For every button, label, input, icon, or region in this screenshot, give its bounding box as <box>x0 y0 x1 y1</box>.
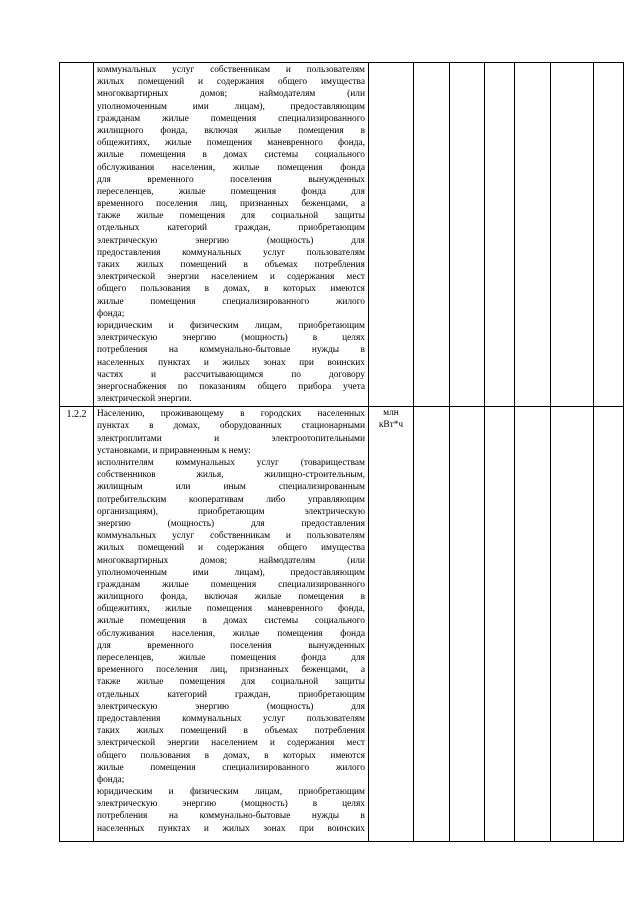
text-line: установками, и приравненным к нему: <box>97 445 251 456</box>
text-line: собственников жилья, жилищно-строительным, <box>97 470 365 481</box>
text-line: фонда; <box>97 774 125 785</box>
text-line: переселенцев, жилые помещения фонда для <box>97 653 365 663</box>
text-line: организациям), приобретающим электрическую <box>97 506 365 517</box>
text-line: для временного поселения вынужденных <box>97 640 365 651</box>
text-line: потребительским кооперативам либо управляющим <box>97 494 365 505</box>
unit-line: кВт*ч <box>378 419 404 430</box>
row-number <box>60 63 94 407</box>
text-line: жилищного фонда, включая жилые помещения в <box>97 125 365 136</box>
text-line: юридическим и физическим лицам, приобретающим <box>97 787 365 798</box>
text-line: электроплитами и электроотопительными <box>97 433 365 444</box>
text-line: многоквартирных домов; наймодателям (или <box>97 89 365 100</box>
value-cell <box>414 63 450 407</box>
value-cell <box>515 63 551 407</box>
text-line: временного поселения лиц, признанных беженцами, а <box>97 199 365 210</box>
row-number: 1.2.2 <box>60 407 94 842</box>
text-line: гражданам жилые помещения специализированного <box>97 113 365 124</box>
text-line: отдельных категорий граждан, приобретающим <box>97 689 365 700</box>
text-line: электрическую энергию (мощность) в целях <box>97 799 365 810</box>
value-cell <box>551 63 594 407</box>
text-line: также жилые помещения для социальной защиты <box>97 677 365 688</box>
text-line: уполномоченным ими лицам), предоставляющим <box>97 101 365 112</box>
text-line: общежитиях, жилые помещения маневренного фонда, <box>97 138 365 149</box>
text-line: предоставления коммунальных услуг пользователям <box>97 713 365 724</box>
text-line: фонда; <box>97 308 125 319</box>
text-line: общежитиях, жилые помещения маневренного фонда, <box>97 604 365 615</box>
text-line: коммунальных услуг собственникам и пользователям <box>97 65 365 75</box>
text-line: жилых помещений и содержания общего имущества <box>97 543 365 554</box>
text-line: электрическую энергию (мощность) для <box>97 235 365 246</box>
value-cell <box>450 63 485 407</box>
unit-cell <box>369 63 414 407</box>
text-line: жилых помещений и содержания общего имущества <box>97 77 365 88</box>
text-line: уполномоченным ими лицам), предоставляющим <box>97 567 365 578</box>
table-row <box>60 407 624 842</box>
text-line: гражданам жилые помещения специализированного <box>97 579 365 590</box>
text-line: таких жилых помещений в объемах потребления <box>97 260 365 270</box>
text-line: жилые помещения в домах системы социального <box>97 616 365 627</box>
value-cell <box>485 63 515 407</box>
value-cell <box>594 63 624 407</box>
text-line: отдельных категорий граждан, приобретающим <box>97 223 365 234</box>
text-line: потребления на коммунально-бытовые нужды в <box>97 345 365 356</box>
value-cell <box>450 407 485 842</box>
text-line: общего пользования в домах, в которых имеются <box>97 750 365 761</box>
tariff-table <box>59 62 624 842</box>
text-line: потребления на коммунально-бытовые нужды в <box>97 811 365 822</box>
text-line: жилищного фонда, включая жилые помещения в <box>97 592 365 603</box>
text-line: таких жилых помещений в объемах потребления <box>97 726 365 737</box>
text-line: электрической энергии населением и содержания мест <box>97 738 365 749</box>
text-line: юридическим и физическим лицам, приобретающим <box>97 320 365 331</box>
text-line: переселенцев, жилые помещения фонда для <box>97 186 365 197</box>
text-line: жилые помещения в домах системы социального <box>97 150 365 161</box>
text-line: энергоснабжения по показаниям общего прибора учета <box>97 381 365 392</box>
table-row <box>60 63 624 407</box>
text-line: населенных пунктах и жилых зонах при воинских <box>97 357 365 368</box>
unit-cell <box>369 407 414 842</box>
text-line: жилые помещения специализированного жилого <box>97 762 365 773</box>
value-cell <box>594 407 624 842</box>
text-line: многоквартирных домов; наймодателям (или <box>97 555 365 566</box>
text-line: обслуживания населения, жилые помещения фонда <box>97 628 365 639</box>
text-line: коммунальных услуг собственникам и пользователям <box>97 531 365 542</box>
text-line: временного поселения лиц, признанных беженцами, а <box>97 665 365 676</box>
value-cell <box>414 407 450 842</box>
text-line: частях и рассчитывающимся по договору <box>97 369 365 380</box>
text-line: также жилые помещения для социальной защиты <box>97 211 365 222</box>
text-line: электрическую энергию (мощность) для <box>97 701 365 712</box>
text-line: Населению, проживающему в городских населенных <box>97 409 365 420</box>
row-description <box>94 63 369 407</box>
text-line: жилищным или иным специализированным <box>97 482 365 493</box>
text-line: электрическую энергию (мощность) в целях <box>97 333 365 344</box>
text-line: электрической энергии. <box>97 394 192 405</box>
text-line: пунктах в домах, оборудованных стационарными <box>97 421 365 432</box>
text-line: электрической энергии населением и содержания мест <box>97 272 365 283</box>
unit-line: млн <box>383 408 399 419</box>
text-line: исполнителям коммунальных услуг (товариществам <box>97 458 365 468</box>
text-line: населенных пунктах и жилых зонах при воинских <box>97 823 365 834</box>
text-line: для временного поселения вынужденных <box>97 174 365 185</box>
text-line: общего пользования в домах, в которых имеются <box>97 284 365 295</box>
value-cell <box>515 407 551 842</box>
value-cell <box>485 407 515 842</box>
row-description <box>94 407 369 842</box>
text-line: энергию (мощность) для предоставления <box>97 518 365 529</box>
value-cell <box>551 407 594 842</box>
text-line: предоставления коммунальных услуг пользователям <box>97 247 365 258</box>
text-line: жилые помещения специализированного жилого <box>97 296 365 307</box>
text-line: обслуживания населения, жилые помещения фонда <box>97 162 365 173</box>
